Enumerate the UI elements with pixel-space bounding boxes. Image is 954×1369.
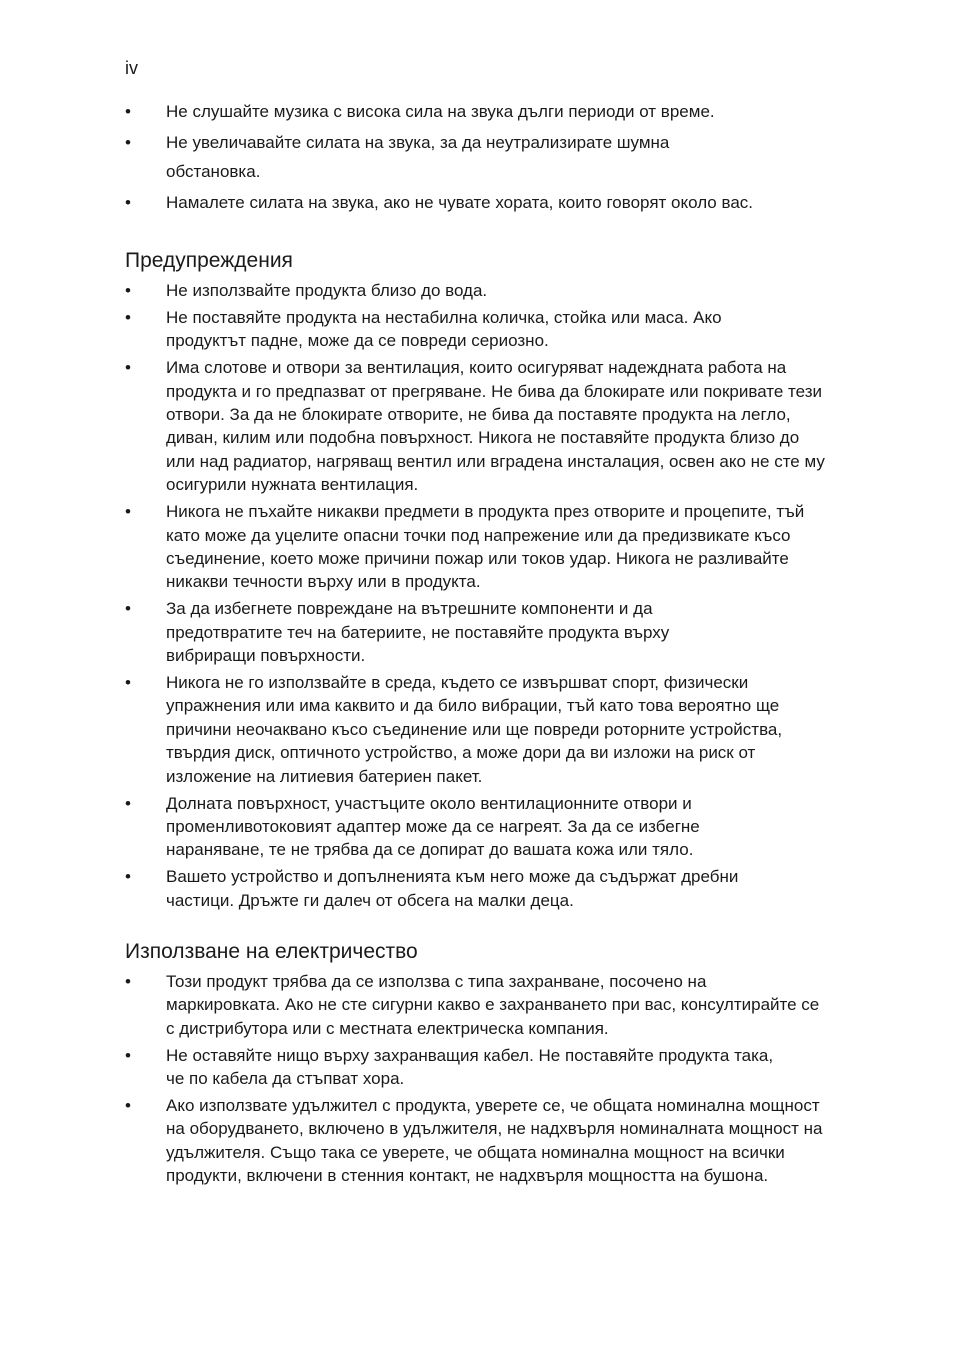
bullet-icon: • (125, 358, 131, 378)
bullet-icon: • (125, 133, 131, 152)
bullet-icon: • (125, 193, 131, 212)
bullet-icon: • (125, 281, 131, 300)
bullet-icon: • (125, 1096, 131, 1116)
list-item: • Долната повърхност, участъците около вентилационните отвори и променливотоковият адаптер може да се нагреят. За да се избегне нараняване, те не трябва да се допират до вашата кожа или тяло. (125, 793, 700, 860)
list-item: • Не поставяйте продукта на нестабилна количка, стойка или маса. Ако продуктът падне, може да се повреди сериозно. (125, 307, 722, 351)
list-item: • Не оставяйте нищо върху захранващия кабел. Не поставяйте продукта така, че по кабела да стъпват хора. (125, 1045, 774, 1089)
bullet-icon: • (125, 673, 131, 692)
bullet-icon: • (125, 972, 131, 991)
intro-list (125, 97, 825, 217)
list-item: • Ако използвате удължител с продукта, уверете се, че общата номинална мощност на оборудването, включено в удължителя, не надхвърля номиналната мощност на удължителя. Също така се уверете, че общата номинална мощност на всички продукти, включени в стенния контакт, не надхвърля мощността на бушона. (125, 1096, 823, 1186)
bullet-icon: • (125, 599, 131, 619)
bullet-icon: • (125, 307, 131, 327)
bullet-icon: • (125, 1045, 131, 1065)
bullet-icon: • (125, 793, 131, 813)
warnings-list (125, 279, 825, 912)
electricity-list (125, 970, 825, 1188)
bullet-icon: • (125, 502, 131, 522)
page-number: iv (125, 58, 138, 78)
warnings-section (125, 247, 825, 916)
bullet-icon: • (125, 867, 131, 887)
list-item: • Има слотове и отвори за вентилация, които осигуряват надеждната работа на продукта и го предпазват от прегряване. Не бива да блокирате или покривате тези отвори. За да не блокирате отворите, не бива да поставяте продукта на легло, диван, килим или подобна повърхност. Никога не поставяйте продукта близо до или над радиатор, нагряващ вентил или вградена инсталация, освен ако не сте му осигурили нужната вентилация. (125, 358, 825, 495)
intro-section (125, 97, 825, 219)
list-item: • Този продукт трябва да се използва с типа захранване, посочено на маркировката. Ако не сте сигурни какво е захранването при вас, консултирайте се с дистрибутора или с местната електрическа компания. (125, 972, 820, 1038)
list-item: • За да избегнете повреждане на вътрешните компоненти и да предотвратите теч на батериите, не поставяйте продукта върху вибриращи повърхности. (125, 599, 670, 666)
bullet-icon: • (125, 102, 131, 121)
section-heading: Предупреждения (125, 249, 293, 272)
list-item: • Вашето устройство и допълненията към него може да съдържат дребни частици. Дръжте ги далеч от обсега на малки деца. (125, 867, 739, 910)
list-item: • Не използвайте продукта близо до вода. (125, 279, 825, 302)
list-item: • Никога не пъхайте никакви предмети в продукта през отворите и процепите, тъй като може да уцелите опасни точки под напрежение или да предизвикате късо съединение, което може причини пожар или токов удар. Никога не разливайте никакви течности върху или в продукта. (125, 502, 805, 592)
list-item: • Не слушайте музика с висока сила на звука дълги периоди от време. (125, 97, 825, 126)
list-item: • Никога не го използвайте в среда, където се извършват спорт, физически упражнения или има каквито и да било вибрации, тъй като това вероятно ще причини неочаквано късо съединение или ще повреди роторните устройства, твърдия диск, оптичното устройство, а може дори да ви изложи на риск от изложение на литиевия батериен пакет. (125, 673, 783, 786)
section-heading: Използване на електричество (125, 940, 418, 963)
electricity-section (125, 938, 825, 1191)
list-item: • Намалете силата на звука, ако не чувате хората, които говорят около вас. (125, 188, 825, 217)
list-item: • Не увеличавайте силата на звука, за да неутрализирате шумна обстановка. (125, 128, 825, 186)
